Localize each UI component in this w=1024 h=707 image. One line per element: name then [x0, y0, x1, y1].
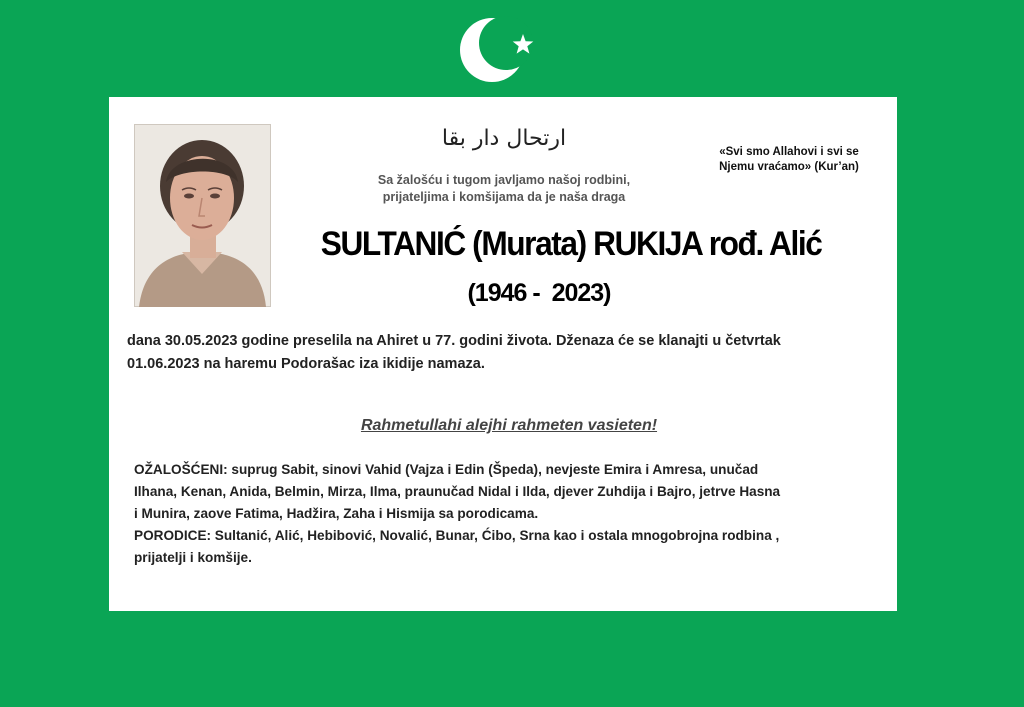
obituary-card — [109, 97, 897, 611]
crescent-star-icon — [455, 10, 545, 90]
quote-line-2: Njemu vraćamo» (Kur’an) — [719, 161, 859, 173]
families-line-2: prijatelji i komšije. — [134, 550, 252, 565]
quran-quote — [689, 145, 889, 175]
prayer-text: Rahmetullahi alejhi rahmeten vasieten! — [360, 417, 658, 434]
intro-line-2: prijateljima i komšijama da je naša draga — [382, 190, 626, 204]
quote-line-1: «Svi smo Allahovi i svi se — [719, 146, 859, 158]
mourners-list — [134, 459, 889, 569]
mourners-line-3: i Munira, zaove Fatima, Hadžira, Zaha i Hismija sa porodicama. — [134, 506, 539, 521]
families-line-1: PORODICE: Sultanić, Alić, Hebibović, Novalić, Bunar, Ćibo, Srna kao i ostala mnogobrojna rodbina , — [134, 528, 780, 543]
announcement-line-2: 01.06.2023 na haremu Podorašac iza ikidije namaza. — [127, 356, 485, 372]
deceased-photo — [134, 124, 271, 307]
deceased-name: SULTANIĆ (Murata) RUKIJA rođ. Alić — [320, 225, 822, 263]
svg-text:ارتحال دار بقا: ارتحال دار بقا — [441, 126, 567, 151]
announcement-text — [127, 330, 887, 376]
arabic-calligraphy — [439, 115, 569, 157]
intro-line-1: Sa žalošću i tugom javljamo našoj rodbini, — [377, 173, 631, 187]
announcement-line-1: dana 30.05.2023 godine preselila na Ahiret u 77. godini života. Dženaza će se klanajti u četvrtak — [127, 333, 781, 349]
intro-text — [339, 172, 669, 206]
mourners-line-1: OŽALOŠĆENI: suprug Sabit, sinovi Vahid (Vajza i Edin (Špeda), nevjeste Emira i Amresa, unučad — [134, 462, 759, 477]
deceased-years: (1946 - 2023) — [467, 279, 611, 307]
mourners-line-2: Ilhana, Kenan, Anida, Belmin, Mirza, Ilma, praunučad Nidal i Ilda, djever Zuhdija i Bajro, jetrve Hasna — [134, 484, 781, 499]
